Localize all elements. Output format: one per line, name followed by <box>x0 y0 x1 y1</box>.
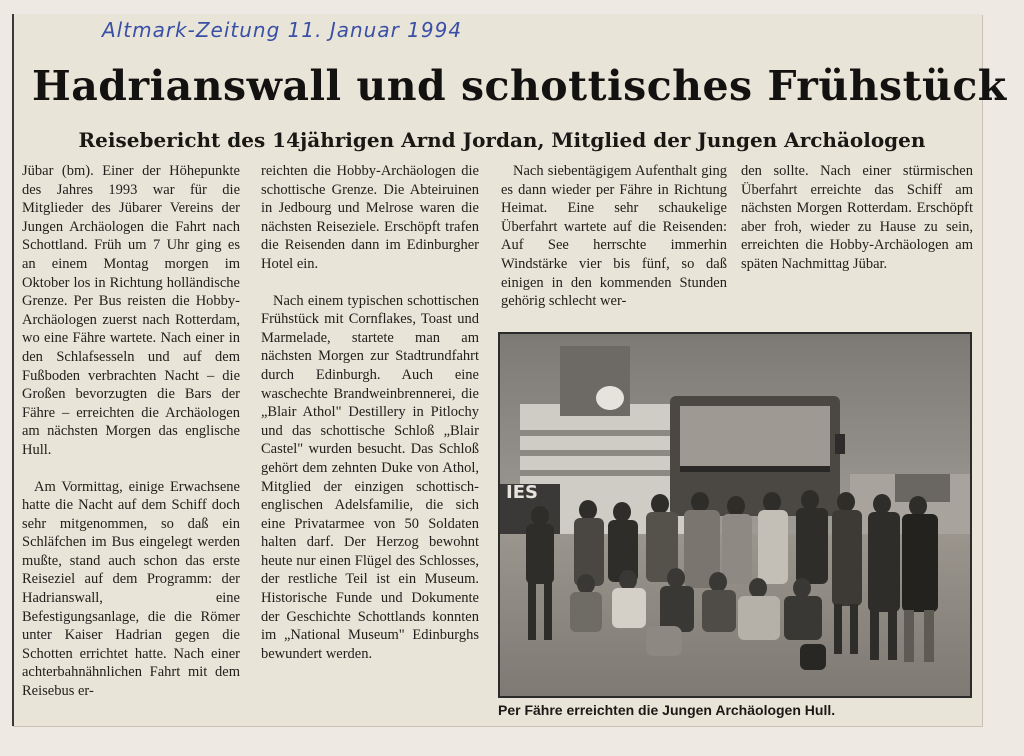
article-paragraph: Jübar (bm). Einer der Höhepunkte des Jahres 1993 war für die Mitglieder des Jübarer Vereins der Jungen Archäologen die Fahrt nach Schottland. Früh um 7 Uhr ging es an einem Montag morgen im Oktober los in Richtung holländische Grenze. Per Bus reisten die Hobby-Archäologen zuerst nach Rotterdam, wo eine Fähre wartete. Nach einer in den Schlafsesseln und auf dem Fußboden verbrachten Nacht – die Großen bevorzugten die Bars der Fähre – erreichten die Archäologen am nächsten Morgen das englische Hull. <box>22 163 240 458</box>
article-paragraph: Nach einem typischen schottischen Frühstück mit Cornflakes, Toast und Marmelade, startete man am nächsten Morgen zur Stadtrundfahrt durch Edinburgh. Auch eine waschechte Brandweinbrennerei, die „Blair Athol" Destillery in Pitlochy und das schottische Schloß „Blair Castel" wurden besucht. Das Schloß gehört dem zehnten Duke von Athol, Mitglied der einzigen schottisch-englischen Adelsfamilie, die sich eine Privatarmee von 50 Soldaten halten darf. Der Herzog bewohnt heute nur einen Flügel des Schlosses, der restliche Teil ist ein Museum. Historische Funde und Dokumente der Geschichte Schottlands konnten im „National Museum" Edinburghs bewundert werden. <box>261 292 479 662</box>
article-column-1 <box>22 162 240 719</box>
handwritten-source-note: Altmark-Zeitung 11. Januar 1994 <box>102 18 463 42</box>
article-subheadline: Reisebericht des 14jährigen Arnd Jordan, Mitglied der Jungen Archäologen <box>78 128 926 152</box>
article-column-3 <box>501 162 727 329</box>
group-photo-illustration <box>500 334 970 696</box>
article-column-2 <box>261 162 479 681</box>
article-column-4 <box>741 162 973 292</box>
article-photo-block <box>498 332 972 722</box>
article-headline: Hadrianswall und schottisches Frühstück <box>32 62 1007 110</box>
article-paragraph: Am Vormittag, einige Erwachsene hatte die Nacht auf dem Schiff doch sehr mitgenommen, so daß ein Schläfchen im Bus eingelegt werden mußte, stand auch schon das erste Reiseziel auf dem Programm: der Hadrianswall, eine Befestigungsanlage, die die Römer unter Kaiser Hadrian gegen die Schotten errichtet hatte. Nach einer achterbahnähnlichen Fahrt mit dem Reisebus er- <box>22 478 240 700</box>
ship-lettering: IES <box>506 482 538 503</box>
article-paragraph: reichten die Hobby-Archäologen die schottische Grenze. Die Abteiruinen in Jedbourg und Melrose waren die nächsten Reiseziele. Erschöpft trafen die Reisenden dann im Edinburgher Hotel ein. <box>261 163 479 272</box>
group-photo <box>498 332 972 698</box>
photo-caption: Per Fähre erreichten die Jungen Archäologen Hull. <box>498 702 836 718</box>
article-paragraph: den sollte. Nach einer stürmischen Überfahrt erreichte das Schiff am nächsten Morgen Rotterdam. Erschöpft aber froh, wieder zu Hause zu sein, erreichten die Hobby-Archäologen am späten Nachmittag Jübar. <box>741 163 973 272</box>
article-paragraph: Nach siebentägigem Aufenthalt ging es dann wieder per Fähre in Richtung Heimat. Eine sehr schaukelige Überfahrt wartete auf die Reisenden: Auf See herrschte immerhin Windstärke vier bis fünf, so daß einigen in den kommenden Stunden gehörig schlecht wer- <box>501 163 727 310</box>
newspaper-clipping <box>12 14 1007 726</box>
